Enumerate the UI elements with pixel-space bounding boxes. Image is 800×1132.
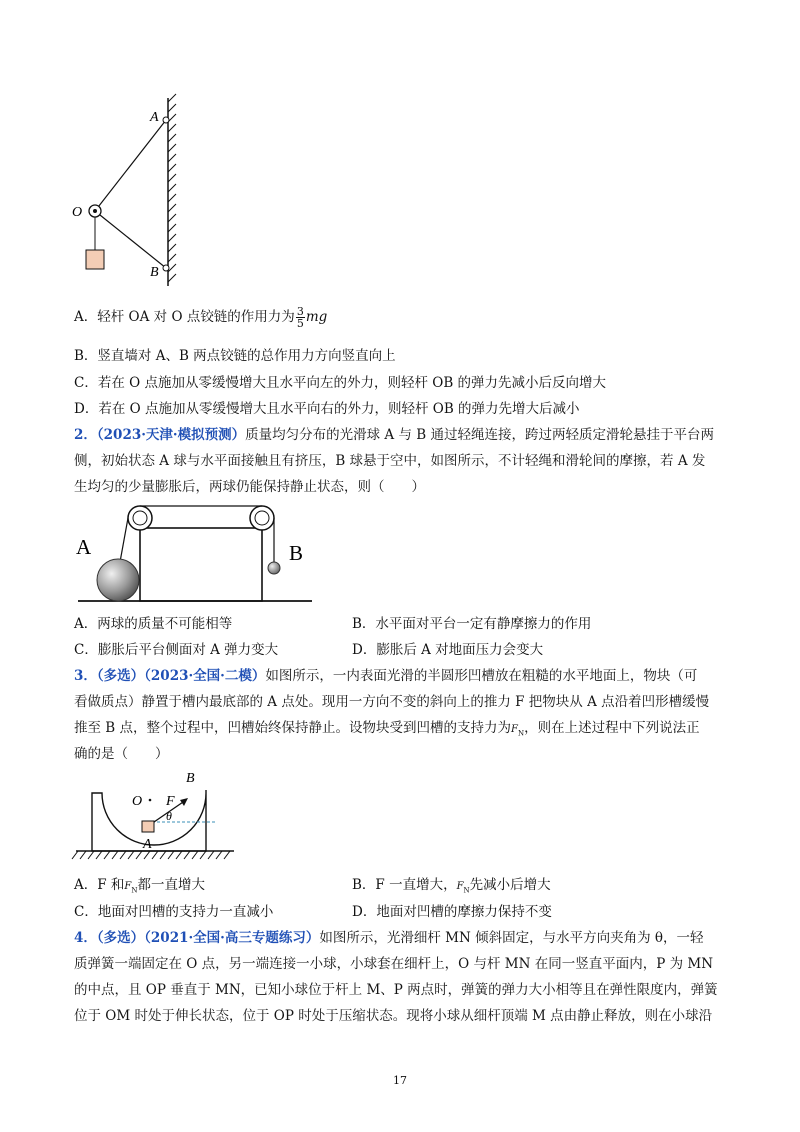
label-O: O <box>72 205 83 220</box>
q3-text-3a: 推至 B 点，整个过程中，凹槽始终保持静止。设物块受到凹槽的支持力为 <box>74 720 512 736</box>
q3-text-1: 如图所示，一内表面光滑的半圆形凹槽放在粗糙的水平地面上，物块（可 <box>265 668 698 684</box>
fraction <box>296 306 305 329</box>
question-number: 3． <box>74 668 97 684</box>
fraction-numerator: 3 <box>296 305 304 318</box>
q3-option-b-tail: 先减小后增大 <box>469 877 551 893</box>
q4-stem-line1 <box>74 928 704 948</box>
question-tag: （多选） <box>96 930 145 946</box>
question-source: （2023·全国·二模） <box>144 668 266 684</box>
fn-subscript: N <box>517 729 525 738</box>
figure-platform-pulleys <box>70 500 320 610</box>
q4-stem-line3: 的中点，且 OP 垂直于 MN，已知小球位于杆上 M、P 两点时，弹簧的弹力大小相等且在弹性限度内，弹簧 <box>74 982 718 998</box>
q1-option-d: D．若在 O 点施加从零缓慢增大且水平向右的外力，则轻杆 OB 的弹力先增大后减小 <box>74 401 580 417</box>
label-A: A <box>143 837 152 852</box>
q2-option-b: B．水平面对平台一定有静摩擦力的作用 <box>352 616 592 632</box>
q1-option-b: B．竖直墙对 A、B 两点铰链的总作用力方向竖直向上 <box>74 348 396 364</box>
q2-stem-line3: 生均匀的少量膨胀后，两球仍能保持静止状态，则（ ） <box>74 479 425 495</box>
q4-stem-line4: 位于 OM 时处于伸长状态，位于 OP 时处于压缩状态。现将小球从细杆顶端 M 点由静止释放，则在小球沿 <box>74 1008 713 1024</box>
q3-text-3b: ，则在上述过程中下列说法正 <box>524 720 700 736</box>
q1-option-a <box>74 306 327 329</box>
label-F: F <box>166 794 175 809</box>
figure-wall-rods <box>60 90 200 290</box>
label-A: A <box>76 535 92 559</box>
q3-option-c: C．地面对凹槽的支持力一直减小 <box>74 904 274 920</box>
page-number: 17 <box>393 1074 407 1087</box>
q3-option-d: D．地面对凹槽的摩擦力保持不变 <box>352 904 552 920</box>
fn-subscript: N <box>131 886 138 895</box>
label-A: A <box>150 110 159 125</box>
label-B: B <box>289 541 304 565</box>
q3-stem-line1 <box>74 666 697 686</box>
question-source: （2021·全国·高三专题练习） <box>144 930 320 946</box>
q4-stem-line2: 质弹簧一端固定在 O 点，另一端连接一小球，小球套在细杆上，O 与杆 MN 在同一竖直平面内，P 为 MN <box>74 956 714 972</box>
fraction-denominator: 5 <box>296 317 304 330</box>
question-tag: （多选） <box>96 668 145 684</box>
fn-symbol: F <box>456 881 464 892</box>
question-number: 4． <box>74 930 97 946</box>
question-number: 2． <box>74 427 97 443</box>
q2-option-d: D．膨胀后 A 对地面压力会变大 <box>352 642 544 658</box>
q2-option-a: A．两球的质量不可能相等 <box>74 616 233 632</box>
label-O: O <box>132 794 143 809</box>
q3-stem-line3 <box>74 718 700 744</box>
label-theta: θ <box>166 809 172 823</box>
q4-text-1: 如图所示，光滑细杆 MN 倾斜固定，与水平方向夹角为 θ，一轻 <box>319 930 704 946</box>
label-B: B <box>186 771 195 786</box>
fn-symbol: F <box>511 724 518 735</box>
q2-stem-line1 <box>74 425 714 445</box>
figure-semicircle-groove <box>70 770 240 870</box>
question-source: （2023·天津·模拟预测） <box>96 427 246 443</box>
q3-stem-line2: 看做质点）静置于槽内最底部的 A 点处。现用一方向不变的斜向上的推力 F 把物块从 A 点沿着凹形槽缓慢 <box>74 694 710 710</box>
q2-stem-line2: 侧，初始状态 A 球与水平面接触且有挤压，B 球悬于空中，如图所示，不计轻绳和滑轮间的摩擦，若 A 发 <box>74 453 706 469</box>
q1-option-c: C．若在 O 点施加从零缓慢增大且水平向左的外力，则轻杆 OB 的弹力先减小后反向增大 <box>74 375 607 391</box>
q2-text-1: 质量均匀分布的光滑球 A 与 B 通过轻绳连接，跨过两轻质定滑轮悬挂于平台两 <box>245 427 714 443</box>
label-B: B <box>150 265 159 280</box>
q3-option-a-text: A．F 和 <box>74 877 125 893</box>
fn-subscript: N <box>463 886 470 895</box>
q1-option-a-mg: mg <box>305 309 328 325</box>
q3-option-a <box>74 875 205 901</box>
q3-option-b-text: B．F 一直增大， <box>352 877 457 893</box>
q2-option-c: C．膨胀后平台侧面对 A 弹力变大 <box>74 642 279 658</box>
q3-option-a-tail: 都一直增大 <box>137 877 205 893</box>
q3-option-b <box>352 875 551 901</box>
q1-option-a-text: A．轻杆 OA 对 O 点铰链的作用力为 <box>74 309 295 325</box>
fn-symbol: F <box>124 881 132 892</box>
q3-stem-line4: 确的是（ ） <box>74 746 169 762</box>
